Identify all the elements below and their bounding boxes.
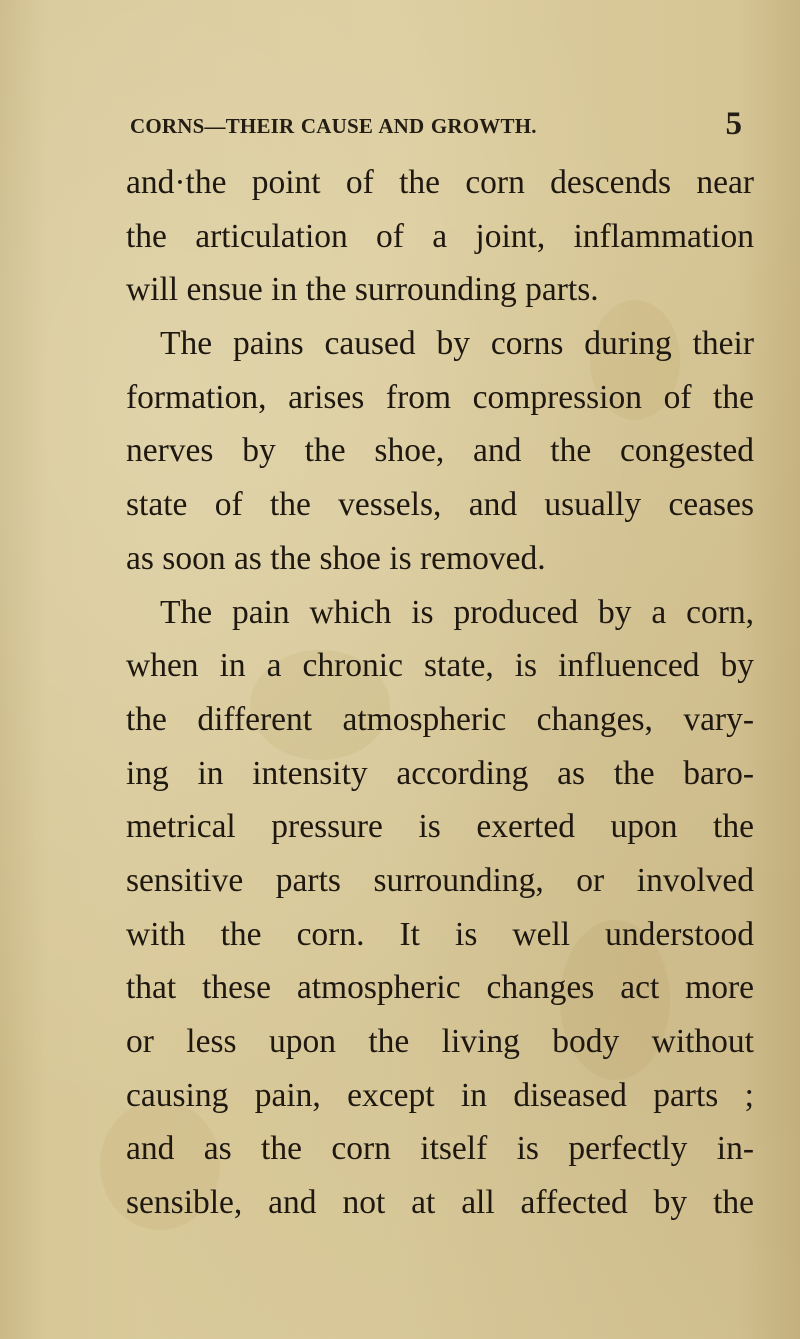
text-line: the different atmospheric changes, vary-: [126, 700, 754, 738]
text-line: The pains caused by corns during their: [160, 325, 754, 363]
body-text: [126, 156, 754, 1230]
text-line: state of the vessels, and usually ceases: [126, 486, 754, 524]
text-line: ing in intensity according as the baro-: [126, 754, 754, 792]
text-line: or less upon the living body without: [126, 1023, 754, 1060]
text-line: will ensue in the surrounding parts.: [126, 271, 599, 309]
text-line: and as the corn itself is perfectly in-: [126, 1130, 754, 1168]
text-line: that these atmospheric changes act more: [126, 969, 754, 1007]
text-line: the articulation of a joint, inflammation: [126, 217, 754, 255]
text-line: causing pain, except in diseased parts ;: [126, 1076, 754, 1114]
page-number: 5: [725, 106, 742, 142]
text-line: metrical pressure is exerted upon the: [126, 808, 754, 846]
text-line: sensitive parts surrounding, or involved: [126, 861, 754, 899]
text-line: sensible, and not at all affected by the: [126, 1184, 754, 1222]
text-line: and·the point of the corn descends near: [126, 164, 754, 201]
text-line: The pain which is produced by a corn,: [160, 593, 754, 631]
running-head: [130, 106, 742, 146]
text-line: as soon as the shoe is removed.: [126, 539, 546, 577]
text-line: with the corn. It is well understood: [126, 915, 754, 953]
running-head-title: CORNS—THEIR CAUSE AND GROWTH.: [130, 114, 537, 138]
text-line: nerves by the shoe, and the congested: [126, 432, 754, 470]
text-line: when in a chronic state, is influenced by: [126, 647, 754, 685]
text-line: formation, arises from compression of the: [126, 378, 754, 416]
